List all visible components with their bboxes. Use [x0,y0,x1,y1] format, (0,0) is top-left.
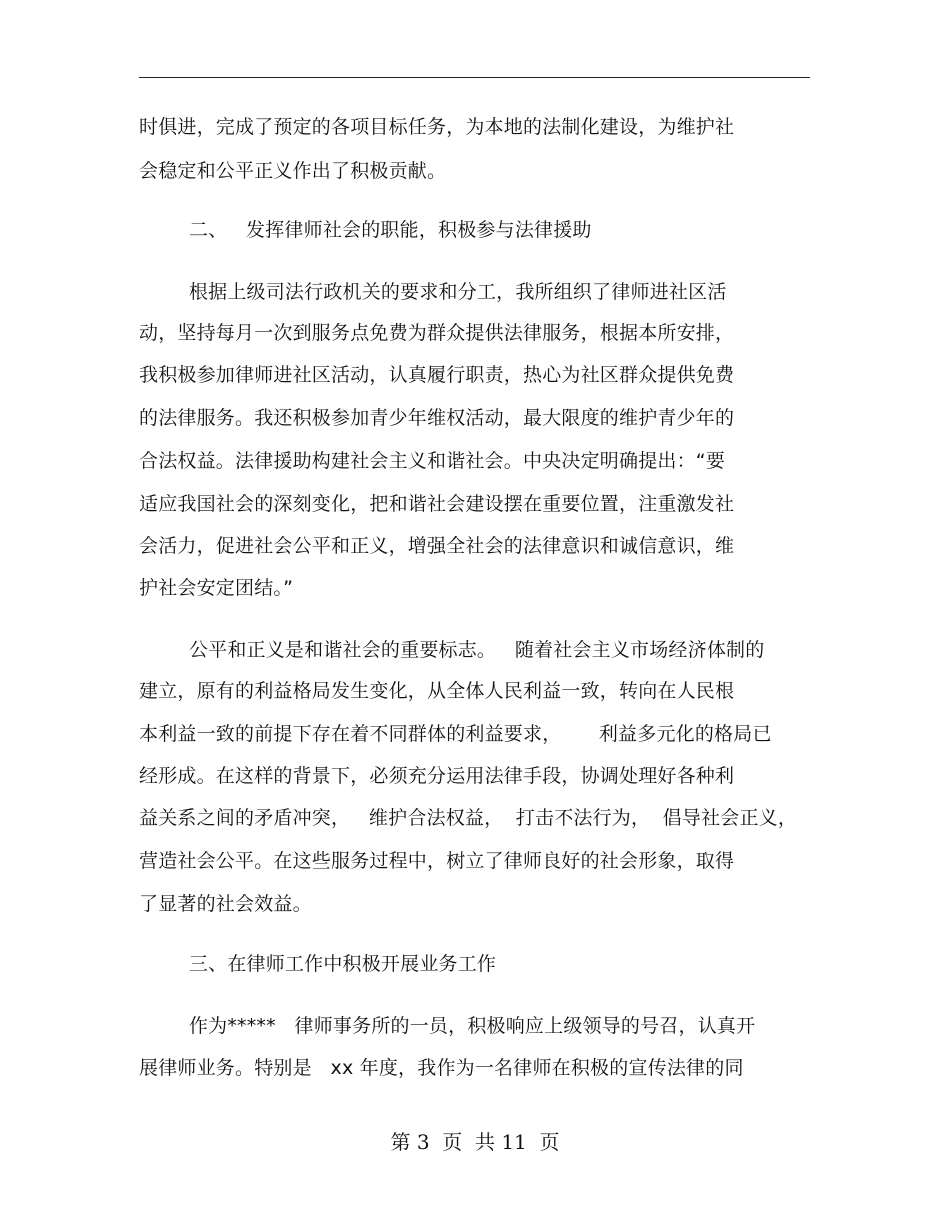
text-line: 会稳定和公平正义作出了积极贡献。 [139,160,447,182]
section-heading: 二、 发挥律师社会的职能，积极参与法律援助 [139,219,592,241]
section-heading: 三、在律师工作中积极开展业务工作 [139,953,497,975]
text-line: 经形成。在这样的背景下，必须充分运用法律手段，协调处理好各种利 [139,765,735,787]
text-line: 合法权益。法律援助构建社会主义和谐社会。中央决定明确提出：“要 [139,450,726,472]
text-line: 营造社会公平。在这些服务过程中，树立了律师良好的社会形象，取得 [139,850,735,872]
text-line: 动，坚持每月一次到服务点免费为群众提供法律服务，根据本所安排， [139,322,735,344]
text-line: 护社会安定团结。” [139,577,294,599]
text-line: 根据上级司法行政机关的要求和分工，我所组织了律师进社区活 [139,281,727,303]
text-line: 本利益一致的前提下存在着不同群体的利益要求， 利益多元化的格局已 [139,723,772,745]
text-line: 建立，原有的利益格局发生变化，从全体人民利益一致，转向在人民根 [139,680,735,702]
text-line: 适应我国社会的深刻变化，把和谐社会建设摆在重要位置，注重激发社 [139,493,735,515]
text-line: 我积极参加律师进社区活动，认真履行职责，热心为社区群众提供免费 [139,364,735,386]
text-line: 的法律服务。我还积极参加青少年维权活动，最大限度的维护青少年的 [139,407,735,429]
header-rule [139,77,810,78]
text-line: 了显著的社会效益。 [139,893,312,915]
page-number-footer: 第 3 页 共 11 页 [390,1130,560,1154]
text-line: 展律师业务。特别是 xx 年度，我作为一名律师在积极的宣传法律的同 [139,1057,744,1079]
text-line: 公平和正义是和谐社会的重要标志。 随着社会主义市场经济体制的 [139,639,765,661]
text-line: 益关系之间的矛盾冲突， 维护合法权益， 打击不法行为， 倡导社会正义， [139,807,798,829]
text-line: 作为***** 律师事务所的一员，积极响应上级领导的号召，认真开 [139,1015,756,1037]
text-line: 会活力，促进社会公平和正义，增强全社会的法律意识和诚信意识，维 [139,535,735,557]
text-line: 时俱进，完成了预定的各项目标任务，为本地的法制化建设，为维护社 [139,116,735,138]
